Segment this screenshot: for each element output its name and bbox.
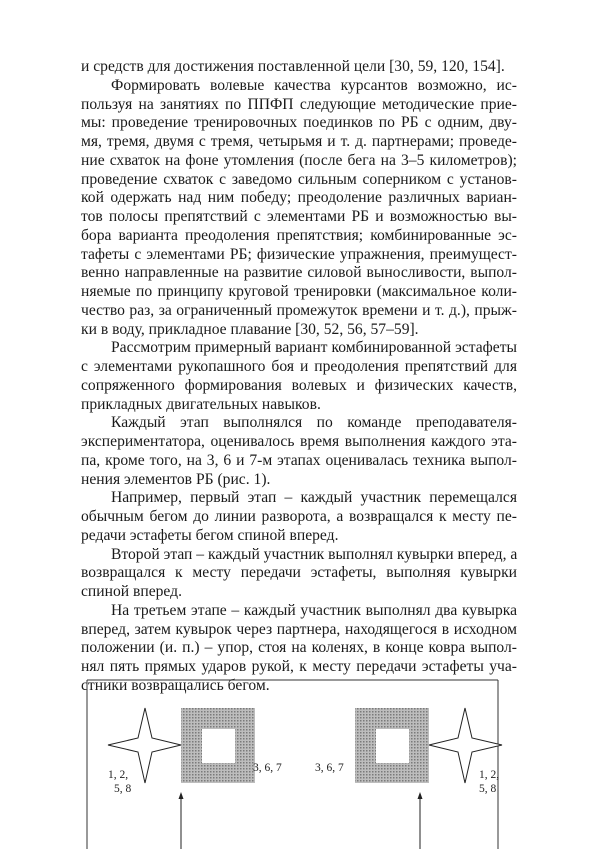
text-line: па, кроме того, на 3, 6 и 7-м этапах оценивалась техника выпол- (81, 451, 517, 469)
text-line: венно направленные на развитие силовой выносливости, выпол- (81, 264, 517, 282)
right-square-label: 3, 6, 7 (315, 762, 344, 774)
left-square-label: 3, 6, 7 (253, 762, 282, 774)
text-line: редачи эстафеты бегом спиной вперед. (81, 526, 339, 544)
text-line: пользуя на занятиях по ППФП следующие методические прие- (81, 95, 517, 113)
text-line: вперед, затем кувырок через партнера, находящегося в исходном (81, 620, 517, 638)
right-star-label: 5, 8 (479, 783, 497, 795)
right-mat-square (355, 708, 429, 783)
text-line: обычным бегом до линии разворота, а возвращался к месту пе- (81, 508, 517, 525)
text-line: кой одержать над ним победу; преодоление различных вариан- (81, 189, 517, 207)
arrow-up-icon (179, 792, 184, 849)
text-line: ки в воду, прикладное плавание [30, 52, 56, 57–59]. (81, 320, 419, 338)
right-star-label: 1, 2, (479, 769, 500, 781)
text-line: и средств для достижения поставленной цели [30, 59, 120, 154]. (81, 58, 505, 75)
text-line: Формировать волевые качества курсантов возможно, ис- (111, 76, 517, 94)
text-line: На третьем этапе – каждый участник выполнял два кувырка (111, 601, 517, 619)
text-line: положении (и. п.) – упор, стоя на коленях, в конце ковра выпол- (81, 639, 517, 657)
left-star-label: 5, 8 (114, 783, 132, 795)
text-line: сопряженного формирования волевых и физических качеств, (81, 376, 517, 394)
text-line: спиной вперед. (81, 583, 182, 600)
text-line: стники возвращались бегом. (81, 676, 270, 694)
arrow-up-icon (418, 792, 423, 849)
text-line: мя, тремя, двумя с тремя, четырьмя и т. д. партнерами; проведе- (81, 133, 517, 150)
text-line: тафеты с элементами РБ; физические упражнения, преимущест- (81, 245, 517, 263)
text-line: с элементами рукопашного боя и преодоления препятствий для (81, 358, 517, 375)
text-line: Каждый этап выполнялся по команде преподавателя- (111, 414, 517, 432)
text-line: Второй этап – каждый участник выполнял кувырки вперед, а (111, 545, 518, 563)
text-line: Например, первый этап – каждый участник перемещался (111, 489, 517, 507)
text-line: мы: проведение тренировочных поединков по РБ с одним, дву- (81, 114, 517, 132)
text-line: экспериментатора, оценивалось время выполнения каждого эта- (81, 433, 517, 450)
text-line: ние схваток на фоне утомления (после бега на 3–5 километров); (81, 151, 517, 169)
text-line: няемые по принципу круговой тренировки (максимальное коли- (81, 283, 517, 300)
text-line: прикладных двигательных навыков. (81, 395, 321, 413)
text-line: нения элементов РБ (рис. 1). (81, 470, 271, 488)
text-line: чество раз, за ограниченный промежуток времени и т. д.), прыж- (81, 301, 517, 319)
text-line: тов полосы препятствий с элементами РБ и возможностью вы- (81, 208, 517, 225)
text-line: возвращался к месту передачи эстафеты, выполняя кувырки (81, 564, 517, 582)
text-line: бора варианта преодоления препятствия; комбинированные эс- (81, 226, 517, 244)
left-star-label: 1, 2, (108, 769, 129, 781)
text-line: проведение схваток с заведомо сильным соперником с установ- (81, 170, 517, 188)
text-line: нял пять прямых ударов рукой, к месту передачи эстафеты уча- (81, 658, 517, 675)
left-mat-square (181, 708, 255, 783)
text-line: Рассмотрим примерный вариант комбинированной эстафеты (111, 339, 517, 357)
